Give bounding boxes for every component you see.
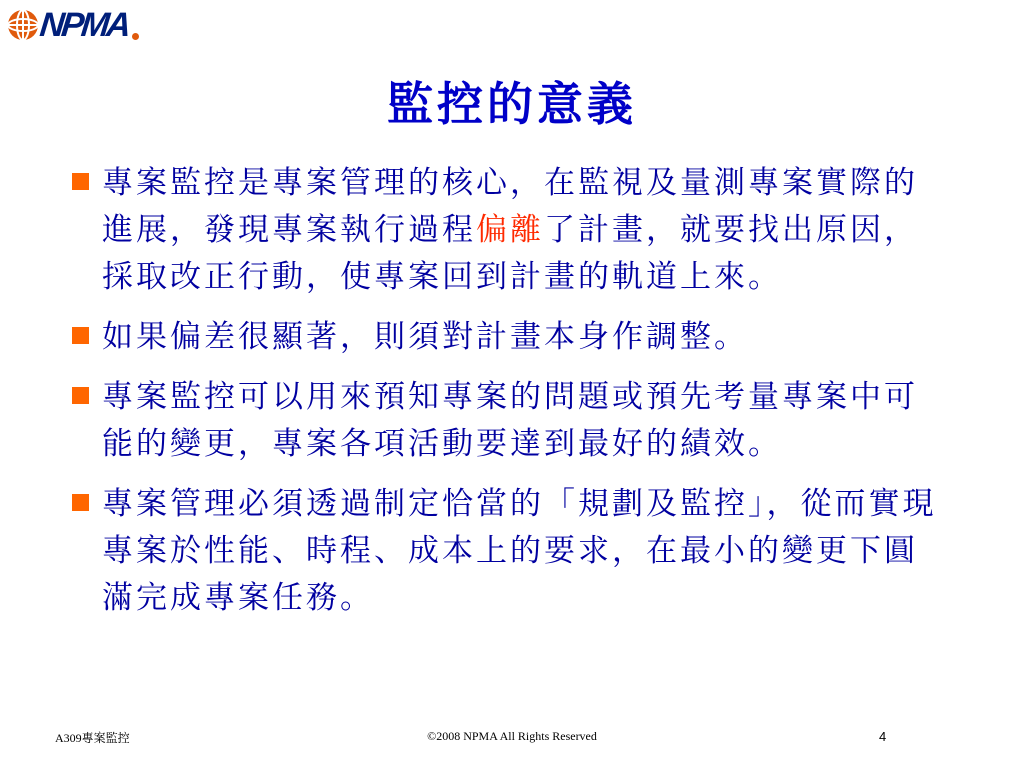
bullet-text: 專案管理必須透過制定恰當的「規劃及監控」，從而實現專案於性能、時程、成本上的要求，在最小的變更下圓滿完成專案任務。 [102, 486, 937, 616]
bullet-item [70, 314, 950, 361]
bullet-item [70, 481, 950, 622]
square-bullet-icon [72, 494, 89, 511]
footer-page-number: 4 [879, 729, 887, 744]
logo-dot [132, 33, 139, 40]
bullet-text: 了計畫，就要找出原因，採取改正行動，使專案回到計畫的軌道上來。 [102, 212, 918, 295]
logo-text: NPMA [38, 6, 131, 44]
globe-icon [6, 8, 40, 42]
square-bullet-icon [72, 173, 89, 190]
bullet-text: 專案監控是專案管理的核心，在監視及量測專案實際的進展，發現專案執行過程 [102, 165, 918, 248]
bullet-text: 專案監控可以用來預知專案的問題或預先考量專案中可能的變更，專案各項活動要達到最好的績效。 [102, 379, 918, 462]
npma-logo [6, 6, 139, 44]
slide-title: 監控的意義 [387, 77, 637, 131]
square-bullet-icon [72, 387, 89, 404]
bullet-list [70, 160, 950, 635]
bullet-item [70, 374, 950, 468]
footer-copyright: ©2008 NPMA All Rights Reserved [427, 729, 597, 743]
square-bullet-icon [72, 327, 89, 344]
highlighted-text: 偏離 [476, 212, 544, 248]
footer-course-label: A309專案監控 [55, 731, 130, 745]
bullet-item [70, 160, 950, 301]
bullet-text: 如果偏差很顯著，則須對計畫本身作調整。 [102, 319, 748, 355]
